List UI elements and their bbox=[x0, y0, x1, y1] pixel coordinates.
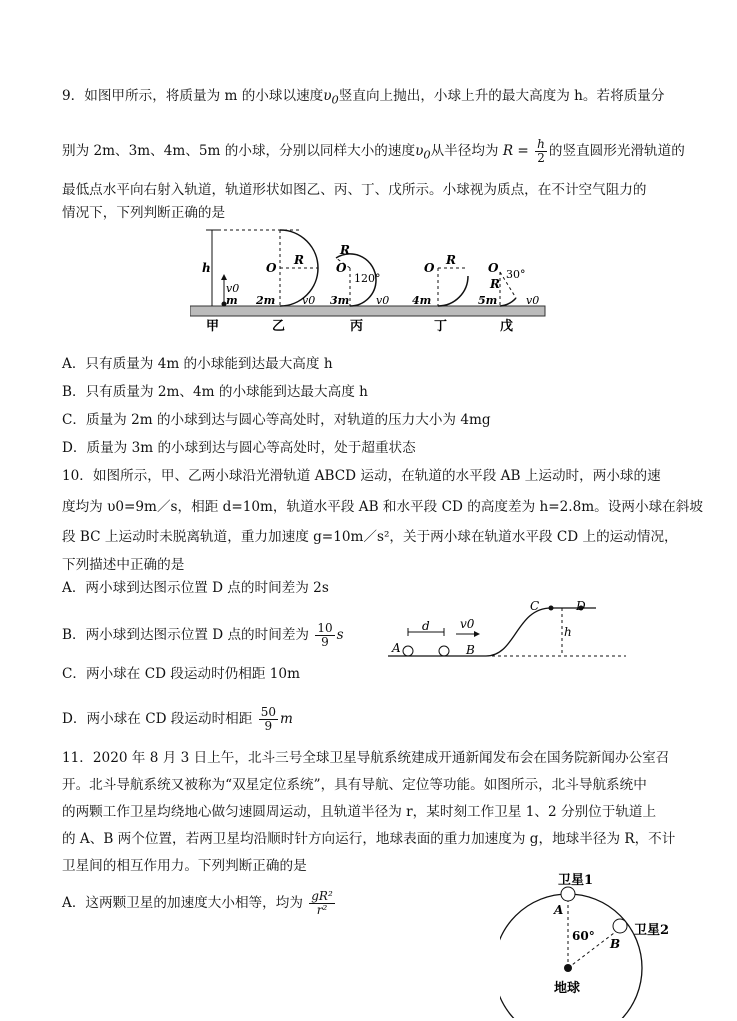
svg-text:卫星1: 卫星1 bbox=[558, 873, 594, 888]
q11-figure bbox=[500, 868, 700, 1018]
svg-text:5m: 5m bbox=[478, 294, 498, 307]
svg-text:O: O bbox=[266, 261, 277, 275]
svg-text:B: B bbox=[466, 643, 475, 657]
svg-text:d: d bbox=[422, 619, 430, 633]
svg-text:乙: 乙 bbox=[272, 319, 286, 334]
q11-line-3: 的两颗工作卫星均绕地心做匀速圆周运动，且轨道半径为 r，某时刻工作卫星 1、2 分别位于轨道上 bbox=[62, 804, 657, 820]
svg-text:O: O bbox=[336, 261, 347, 275]
q11-option-a: A．这两颗卫星的加速度大小相等，均为 $\frac{\text{gR²}}{\text{r²}}$ bbox=[62, 889, 333, 917]
svg-text:丙: 丙 bbox=[350, 319, 364, 334]
q9-option-b: B．只有质量为 2m、4m 的小球能到达最大高度 h bbox=[62, 384, 368, 400]
q10-figure bbox=[386, 596, 626, 666]
svg-text:v0: v0 bbox=[302, 294, 316, 307]
h-over-2-fraction: $\frac{h}{2}$ bbox=[537, 137, 545, 165]
svg-text:A: A bbox=[554, 903, 564, 917]
svg-text:30°: 30° bbox=[506, 268, 526, 281]
svg-text:v0: v0 bbox=[376, 294, 390, 307]
q10-option-c: C．两小球在 CD 段运动时仍相距 10m bbox=[62, 666, 300, 682]
svg-text:2m: 2m bbox=[256, 294, 276, 307]
q11-line-1: 11．2020 年 8 月 3 日上午，北斗三号全球卫星导航系统建成开通新闻发布会在国务院新闻办公室召 bbox=[62, 750, 670, 766]
q9-line-4: 情况下，下列判断正确的是 bbox=[62, 205, 226, 221]
svg-text:4m: 4m bbox=[412, 294, 432, 307]
svg-text:R: R bbox=[446, 253, 456, 267]
svg-text:O: O bbox=[424, 261, 435, 275]
q10-line-1: 10．如图所示，甲、乙两小球沿光滑轨道 ABCD 运动，在轨道的水平段 AB 上运动时，两小球的速 bbox=[62, 468, 661, 484]
q10-line-3: 段 BC 上运动时未脱离轨道，重力加速度 g=10m／s²，关于两小球在轨道水平段 CD 上的运动情况， bbox=[62, 529, 678, 545]
q9-line-3: 最低点水平向右射入轨道，轨道形状如图乙、丙、丁、戊所示。小球视为质点，在不计空气阻力的 bbox=[62, 182, 647, 198]
svg-text:120°: 120° bbox=[354, 272, 381, 285]
svg-text:v0: v0 bbox=[460, 617, 475, 631]
q9-option-c: C．质量为 2m 的小球到达与圆心等高处时，对轨道的压力大小为 4mg bbox=[62, 412, 491, 428]
v0-symbol: $\upsilon_0$ bbox=[323, 88, 339, 107]
q9-figure bbox=[190, 222, 550, 342]
q10-option-d: D．两小球在 CD 段运动时相距 $\frac{50}{9}$ m bbox=[62, 705, 293, 733]
svg-text:B: B bbox=[610, 937, 621, 951]
svg-text:v0: v0 bbox=[226, 282, 240, 295]
q9-line-1: 9．如图甲所示，将质量为 m 的小球以速度$\upsilon_0$竖直向上抛出，小球上升的最大高度为 h。若将质量分 bbox=[62, 88, 665, 107]
svg-text:v0: v0 bbox=[526, 294, 540, 307]
svg-text:60°: 60° bbox=[572, 929, 595, 943]
svg-text:C: C bbox=[530, 599, 540, 613]
q10-option-b: B．两小球到达图示位置 D 点的时间差为 $\frac{10}{9}$ s bbox=[62, 621, 344, 649]
q9-line-2: 别为 2m、3m、4m、5m 的小球，分别以同样大小的速度$\upsilon_0$从半径均为 R = $\frac{h}{2}$ 的竖直圆形光滑轨道的 bbox=[62, 137, 685, 165]
q11-line-4: 的 A、B 两个位置，若两卫星均沿顺时针方向运行，地球表面的重力加速度为 g，地球半径为 R，不计 bbox=[62, 831, 676, 847]
svg-text:3m: 3m bbox=[330, 294, 350, 307]
svg-text:A: A bbox=[392, 641, 401, 655]
svg-text:丁: 丁 bbox=[434, 319, 448, 334]
svg-text:R: R bbox=[294, 253, 304, 267]
q9-option-d: D．质量为 3m 的小球到达与圆心等高处时，处于超重状态 bbox=[62, 440, 416, 456]
svg-text:R: R bbox=[490, 277, 500, 291]
svg-text:戊: 戊 bbox=[500, 319, 514, 334]
q10-line-2: 度均为 υ0=9m／s，相距 d=10m，轨道水平段 AB 和水平段 CD 的高度差为 h=2.8m。设两小球在斜坡 bbox=[62, 499, 703, 515]
svg-text:h: h bbox=[202, 261, 211, 275]
svg-text:R: R bbox=[340, 243, 350, 257]
q10-line-4: 下列描述中正确的是 bbox=[62, 557, 185, 573]
svg-text:O: O bbox=[488, 261, 499, 275]
svg-text:D: D bbox=[576, 599, 586, 613]
svg-text:卫星2: 卫星2 bbox=[634, 923, 670, 938]
svg-text:地球: 地球 bbox=[554, 981, 581, 996]
q10-option-a: A．两小球到达图示位置 D 点的时间差为 2s bbox=[62, 580, 329, 596]
q9-option-a: A．只有质量为 4m 的小球能到达最大高度 h bbox=[62, 356, 333, 372]
svg-text:m: m bbox=[226, 294, 238, 307]
q11-line-5: 卫星间的相互作用力。下列判断正确的是 bbox=[62, 858, 307, 874]
svg-text:h: h bbox=[564, 625, 572, 639]
svg-text:甲: 甲 bbox=[206, 319, 220, 334]
q11-line-2: 开。北斗导航系统又被称为“双星定位系统”，具有导航、定位等功能。如图所示，北斗导航系统中 bbox=[62, 777, 647, 793]
